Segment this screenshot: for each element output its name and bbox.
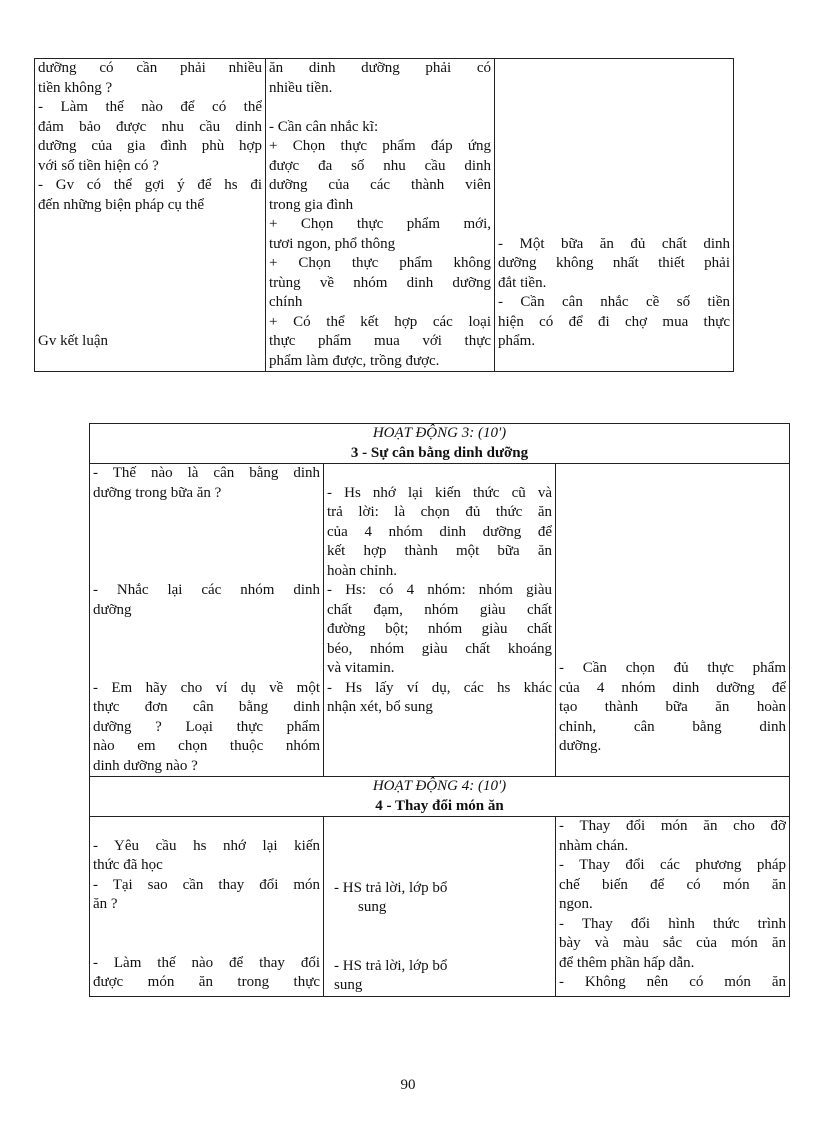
text-line: trả lời: là chọn đủ thức ăn (327, 504, 552, 520)
text-line: + Chọn thực phẩm mới, (269, 216, 491, 232)
activity3-subtitle: 3 - Sự cân bằng dinh dưỡng (350, 444, 529, 461)
text-line: - Thay đổi các phương pháp (559, 857, 786, 873)
student-activity-cell (324, 464, 556, 777)
text-line: phẩm làm được, trồng được. (269, 352, 440, 369)
text-line: - Cần cân nhắc kĩ: (269, 118, 379, 135)
text-line: chỉnh, cân bằng dinh (559, 718, 786, 735)
text-line: nào em chọn thuộc nhóm (93, 738, 320, 754)
text-line: đắt tiền. (498, 274, 547, 291)
text-line: tạo thành bữa ăn hoàn (559, 699, 786, 715)
text-line: - Thay đổi hình thức trình (559, 915, 786, 932)
text-line: phẩm. (498, 333, 536, 349)
text-line: hoàn chỉnh. (327, 562, 397, 579)
activity3-title: HOẠT ĐỘNG 3: (10') (372, 425, 507, 441)
text-line: đảm bảo được nhu cầu dinh (38, 118, 262, 135)
text-line: dưỡng ? Loại thực phẩm (93, 718, 320, 735)
activity-header-row (90, 424, 790, 464)
text-line: ăn ? (93, 896, 118, 912)
text-line: sung (334, 977, 363, 993)
text-line: - Không nên có món ăn (559, 974, 786, 990)
text-line: Gv kết luận (38, 333, 108, 349)
text-line: dinh dưỡng nào ? (93, 757, 198, 774)
text-line: dưỡng. (559, 738, 602, 754)
text-line: trong gia đình (269, 196, 354, 213)
text-line: - Làm thế nào để thay đổi (93, 954, 320, 971)
text-line: tươi ngon, phổ thông (269, 235, 396, 252)
text-line: và vitamin. (327, 660, 395, 676)
content-cell (556, 817, 790, 997)
text-line: thực phẩm mua với thực (269, 333, 491, 349)
text-line: đến những biện pháp cụ thể (38, 196, 205, 213)
text-line: bày và màu sắc của món ăn (559, 935, 786, 951)
text-line: với số tiền hiện có ? (38, 157, 159, 174)
text-line: tiền không ? (38, 79, 113, 96)
table-row (90, 464, 790, 777)
text-line: dưỡng có cần phải nhiều (38, 60, 262, 76)
teacher-activity-cell (35, 59, 266, 372)
text-line: sung (358, 899, 387, 915)
text-line: + Có thể kết hợp các loại (269, 313, 491, 330)
text-line: dưỡng của các thành viên (269, 177, 491, 193)
text-line: - Một bữa ăn đủ chất dinh (498, 235, 730, 252)
text-line: nhàm chán. (559, 837, 629, 854)
page-number: 90 (400, 1077, 416, 1093)
table-row (90, 817, 790, 997)
text-line: hiện có để đi chợ mua thực (498, 313, 730, 330)
activity4-title: HOẠT ĐỘNG 4: (10') (372, 778, 507, 794)
activity4-header (90, 777, 790, 817)
text-line: - Thay đổi món ăn cho đỡ (559, 818, 786, 834)
text-line: chính (269, 294, 303, 310)
text-line: được đa số nhu cầu dinh (269, 157, 491, 174)
text-line: thực đơn cân bằng dinh (93, 699, 320, 715)
text-line: dưỡng của gia đình phù hợp (38, 138, 262, 154)
teacher-activity-cell (90, 817, 324, 997)
text-line: - Thế nào là cân bằng dinh (93, 465, 320, 481)
text-line: + Chọn thực phẩm đáp ứng (269, 138, 491, 154)
teacher-activity-cell (90, 464, 324, 777)
text-line: đường bột; nhóm giàu chất (327, 621, 552, 637)
text-line: thức đã học (93, 857, 163, 873)
text-line: chất đạm, nhóm giàu chất (327, 601, 552, 618)
text-line: dưỡng (93, 601, 132, 618)
text-line: + Chọn thực phẩm không (269, 255, 491, 271)
lesson-table-continued (34, 58, 734, 372)
student-activity-cell (324, 817, 556, 997)
text-line: - Tại sao cần thay đổi món (93, 876, 320, 893)
text-line: béo, nhóm giàu chất khoáng (327, 640, 552, 657)
text-line: dưỡng trong bữa ăn ? (93, 484, 222, 501)
lesson-table-activities (89, 423, 790, 997)
text-line: của 4 nhóm dinh dưỡng để (327, 523, 552, 540)
text-line: - Làm thế nào để có thể (38, 99, 262, 115)
text-line: của 4 nhóm dinh dưỡng để (559, 679, 786, 696)
text-line: được món ăn trong thực (93, 974, 320, 990)
text-line: dưỡng không nhất thiết phải (498, 255, 730, 271)
content-cell (495, 59, 734, 372)
text-line: trùng về nhóm dinh dưỡng (269, 274, 491, 291)
text-line: để thêm phần hấp dẫn. (559, 954, 695, 971)
text-line: - Nhắc lại các nhóm dinh (93, 582, 320, 598)
activity4-subtitle: 4 - Thay đổi món ăn (375, 797, 504, 814)
text-line: - Gv có thể gợi ý để hs đi (38, 177, 262, 193)
text-line: - Yêu cầu hs nhớ lại kiến (93, 837, 320, 854)
text-line: - Cần chọn đủ thực phẩm (559, 660, 786, 676)
text-line: - Hs nhớ lại kiến thức cũ và (327, 484, 552, 501)
text-line: nhiều tiền. (269, 79, 333, 96)
student-activity-cell (266, 59, 495, 372)
activity-header-row (90, 777, 790, 817)
table-row (35, 59, 734, 372)
text-line: ngon. (559, 896, 593, 912)
text-line: - Hs: có 4 nhóm: nhóm giàu (327, 582, 552, 598)
text-line: nhận xét, bổ sung (327, 699, 433, 715)
text-line: - HS trả lời, lớp bổ (334, 879, 448, 896)
activity3-header (90, 424, 790, 464)
text-line: - Hs lấy ví dụ, các hs khác (327, 679, 552, 696)
text-line: ăn dinh dưỡng phải có (269, 60, 491, 76)
content-cell (556, 464, 790, 777)
text-line: chế biến để có món ăn (559, 876, 786, 893)
text-line: - Cần cân nhắc cề số tiền (498, 294, 730, 310)
text-line: kết hợp thành một bữa ăn (327, 543, 552, 559)
text-line: - Em hãy cho ví dụ về một (93, 679, 320, 696)
text-line: - HS trả lời, lớp bổ (334, 957, 448, 974)
